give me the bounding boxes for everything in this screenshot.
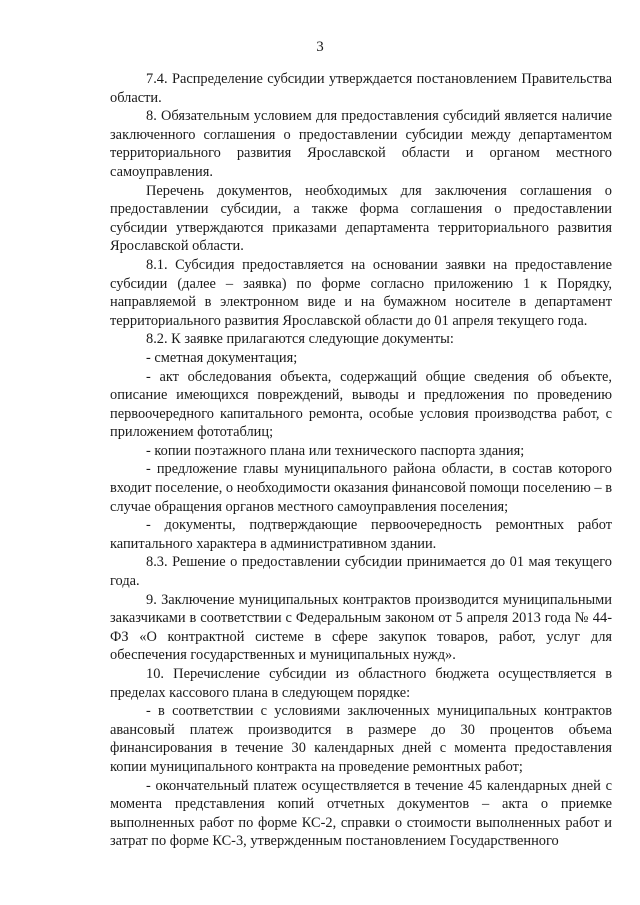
document-body: [110, 70, 612, 851]
page-number: 3: [316, 39, 324, 55]
paragraph-documents-list: Перечень документов, необходимых для заключения соглашения о предоставлении субсидии, а также форма соглашения о предоставлении субсидии утверждаются приказами департамента территориального развития Ярославской области.: [110, 182, 612, 255]
paragraph-8: 8. Обязательным условием для предоставления субсидий является наличие заключенного соглашения о предоставлении субсидии между департаментом территориального развития Ярославской области и органом местного самоуправления.: [110, 108, 612, 180]
list-item-advance-payment: - в соответствии с условиями заключенных муниципальных контрактов авансовый платеж производится в размере до 30 процентов объема финансирования в течение 30 календарных дней с момента предоставления копии муниципального контракта на проведение ремонтных работ;: [110, 703, 612, 775]
paragraph-9: 9. Заключение муниципальных контрактов производится муниципальными заказчиками в соответствии с Федеральным законом от 5 апреля 2013 года № 44-ФЗ «О контрактной системе в сфере закупок товаров, работ, услуг для обеспечения государственных и муниципальных нужд».: [110, 591, 612, 664]
list-item-inspection-act: - акт обследования объекта, содержащий общие сведения об объекте, описание имеющихся повреждений, выводы и предложения по проведению первоочередного капитального ремонта, особые условия производства работ, с приложением фототаблиц;: [110, 368, 612, 441]
paragraph-7-4: 7.4. Распределение субсидии утверждается постановлением Правительства области.: [110, 71, 612, 106]
list-item-estimate: - сметная документация;: [146, 349, 298, 366]
list-item-priority-docs: - документы, подтверждающие первоочередность ремонтных работ капитального характера в административном здании.: [110, 517, 612, 552]
paragraph-8-1: 8.1. Субсидия предоставляется на основании заявки на предоставление субсидии (далее – заявка) по форме согласно приложению 1 к Порядку, направляемой в электронном виде и на бумажном носителе в департамент территориального развития Ярославской области до 01 апреля текущего года.: [110, 256, 612, 329]
list-item-final-payment: - окончательный платеж осуществляется в течение 45 календарных дней с момента представления копий отчетных документов – акта о приемке выполненных работ по форме КС-2, справки о стоимости выполненных работ и затрат по форме КС-3, утвержденным постановлением Государственного: [110, 777, 612, 850]
list-item-floor-plan: - копии поэтажного плана или технического паспорта здания;: [146, 442, 525, 459]
list-item-proposal: - предложение главы муниципального района области, в состав которого входит поселение, о необходимости оказания финансовой помощи поселению – в случае обращения органов местного самоуправления поселения;: [110, 461, 612, 515]
paragraph-10: 10. Перечисление субсидии из областного бюджета осуществляется в пределах кассового плана в следующем порядке:: [110, 666, 612, 701]
paragraph-8-3: 8.3. Решение о предоставлении субсидии принимается до 01 мая текущего года.: [110, 554, 612, 590]
paragraph-8-2: 8.2. К заявке прилагаются следующие документы:: [146, 331, 454, 348]
